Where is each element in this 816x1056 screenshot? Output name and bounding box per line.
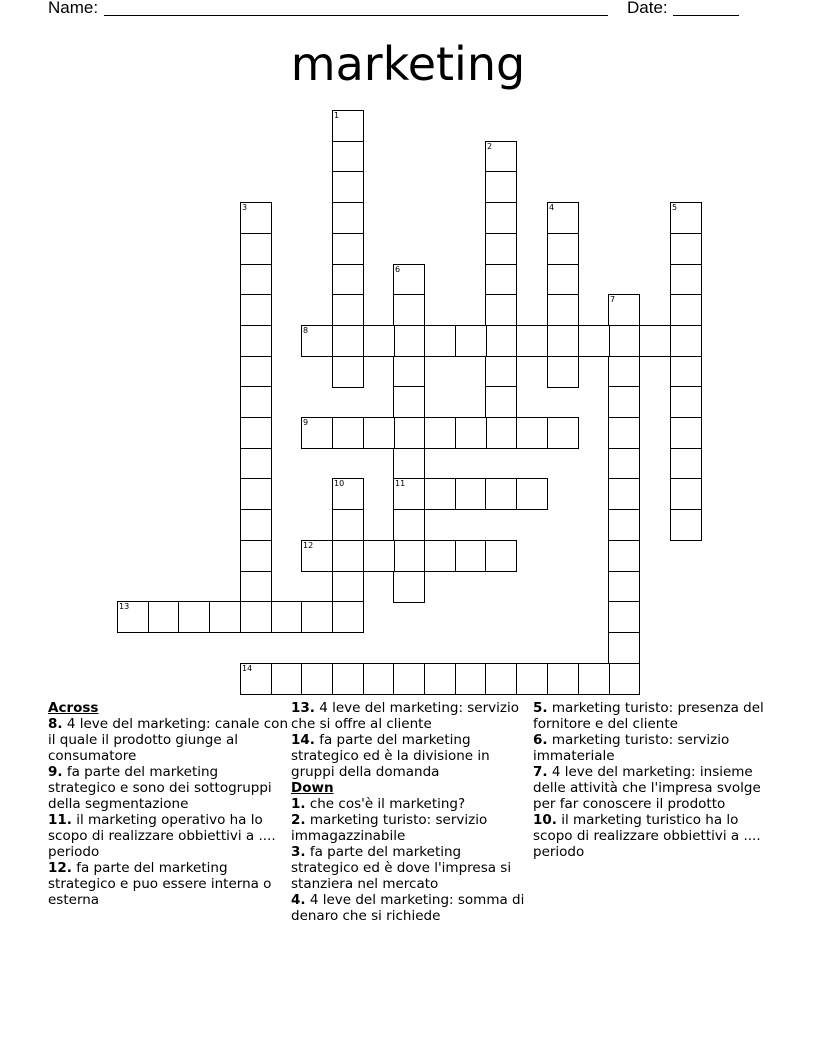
grid-cell[interactable] xyxy=(608,386,640,418)
grid-cell[interactable] xyxy=(547,663,579,695)
grid-cell[interactable] xyxy=(271,663,303,695)
grid-cell[interactable] xyxy=(393,386,425,418)
grid-cell[interactable] xyxy=(393,448,425,480)
clue-number-label: 4 xyxy=(549,203,555,212)
grid-cell[interactable] xyxy=(485,171,517,203)
grid-cell[interactable] xyxy=(485,202,517,234)
grid-cell[interactable] xyxy=(670,386,702,418)
across-clue-list-continued xyxy=(291,700,531,780)
grid-cell[interactable] xyxy=(516,663,548,695)
clue-number: 7. xyxy=(533,764,548,780)
grid-cell[interactable] xyxy=(332,202,364,234)
grid-cell[interactable] xyxy=(608,632,640,664)
grid-cell[interactable] xyxy=(547,325,579,357)
grid-cell[interactable] xyxy=(547,356,579,388)
grid-cell[interactable] xyxy=(393,571,425,603)
grid-cell[interactable] xyxy=(608,478,640,510)
clue-number-label: 9 xyxy=(303,418,309,427)
clue-number: 9. xyxy=(48,764,63,780)
clue-number: 5. xyxy=(533,700,548,716)
grid-cell[interactable] xyxy=(485,540,517,572)
grid-cell[interactable] xyxy=(608,417,640,449)
grid-cell[interactable] xyxy=(363,417,395,449)
grid-cell[interactable] xyxy=(332,141,364,173)
clue-number: 3. xyxy=(291,844,306,860)
clue-text: 4 leve del marketing: canale con il quale il prodotto giunge al consumatore xyxy=(48,716,288,764)
grid-cell[interactable] xyxy=(240,448,272,480)
grid-cell[interactable] xyxy=(670,448,702,480)
grid-cell[interactable] xyxy=(332,325,364,357)
grid-cell[interactable] xyxy=(332,233,364,265)
grid-cell[interactable] xyxy=(455,417,487,449)
clue-number-label: 11 xyxy=(395,479,406,488)
clue-item xyxy=(533,812,773,860)
grid-cell[interactable] xyxy=(240,478,272,510)
clue-text: fa parte del marketing strategico ed è la divisione in gruppi della domanda xyxy=(291,732,490,780)
grid-cell[interactable] xyxy=(516,417,548,449)
grid-cell[interactable] xyxy=(608,509,640,541)
grid-cell[interactable] xyxy=(332,601,364,633)
grid-cell[interactable] xyxy=(301,663,333,695)
page-title: marketing xyxy=(290,37,526,91)
grid-cell[interactable] xyxy=(608,571,640,603)
grid-cell[interactable] xyxy=(424,325,456,357)
grid-cell[interactable] xyxy=(485,417,517,449)
grid-cell[interactable] xyxy=(393,417,425,449)
clues-column-1 xyxy=(48,700,288,908)
clue-number: 12. xyxy=(48,860,72,876)
clues-column-3 xyxy=(533,700,773,860)
clue-item xyxy=(291,732,531,780)
clue-number-label: 7 xyxy=(610,295,616,304)
grid-cell[interactable] xyxy=(485,325,517,357)
clue-item xyxy=(48,860,288,908)
grid-cell[interactable] xyxy=(485,478,517,510)
clue-text: che cos'è il marketing? xyxy=(305,796,466,812)
grid-cell[interactable] xyxy=(240,571,272,603)
grid-cell[interactable] xyxy=(485,386,517,418)
clue-number: 8. xyxy=(48,716,63,732)
grid-cell[interactable] xyxy=(393,294,425,326)
down-heading: Down xyxy=(291,780,334,796)
grid-cell[interactable] xyxy=(332,571,364,603)
grid-cell[interactable] xyxy=(393,356,425,388)
grid-cell[interactable] xyxy=(485,264,517,296)
clue-number: 4. xyxy=(291,892,306,908)
grid-cell[interactable] xyxy=(578,663,610,695)
clue-number-label: 14 xyxy=(242,664,253,673)
clue-number: 2. xyxy=(291,812,306,828)
grid-cell[interactable] xyxy=(670,264,702,296)
clue-number: 14. xyxy=(291,732,315,748)
clue-item xyxy=(48,764,288,812)
clue-text: marketing turisto: servizio immateriale xyxy=(533,732,730,764)
grid-cell[interactable] xyxy=(516,478,548,510)
grid-cell[interactable] xyxy=(608,448,640,480)
grid-cell[interactable] xyxy=(670,233,702,265)
clue-text: 4 leve del marketing: insieme delle attività che l'impresa svolge per far conoscere il prodotto xyxy=(533,764,761,812)
clue-text: marketing turisto: servizio immagazzinabile xyxy=(291,812,488,844)
grid-cell[interactable] xyxy=(670,294,702,326)
grid-cell[interactable] xyxy=(148,601,180,633)
clue-number-label: 10 xyxy=(334,479,345,488)
across-heading: Across xyxy=(48,700,99,716)
down-clue-list-continued xyxy=(533,700,773,860)
grid-cell[interactable] xyxy=(455,663,487,695)
clue-text: fa parte del marketing strategico e sono dei sottogruppi della segmentazione xyxy=(48,764,272,812)
clues-column-2 xyxy=(291,700,531,924)
grid-cell[interactable] xyxy=(516,325,548,357)
grid-cell[interactable] xyxy=(608,601,640,633)
clue-number: 10. xyxy=(533,812,557,828)
grid-cell[interactable] xyxy=(363,325,395,357)
grid-cell[interactable] xyxy=(424,540,456,572)
grid-cell[interactable] xyxy=(547,264,579,296)
clue-number-label: 2 xyxy=(487,142,493,151)
grid-cell[interactable] xyxy=(424,663,456,695)
clue-item xyxy=(48,812,288,860)
grid-cell[interactable] xyxy=(271,601,303,633)
grid-cell[interactable] xyxy=(240,601,272,633)
grid-cell[interactable] xyxy=(178,601,210,633)
grid-cell[interactable] xyxy=(240,264,272,296)
grid-cell[interactable] xyxy=(578,325,610,357)
clue-number-label: 5 xyxy=(672,203,678,212)
grid-cell[interactable] xyxy=(608,325,640,357)
grid-cell[interactable] xyxy=(485,663,517,695)
grid-cell[interactable] xyxy=(393,509,425,541)
grid-cell[interactable] xyxy=(332,417,364,449)
grid-cell[interactable] xyxy=(301,601,333,633)
clue-number-label: 12 xyxy=(303,541,314,550)
grid-cell[interactable] xyxy=(455,325,487,357)
clue-number: 6. xyxy=(533,732,548,748)
grid-cell[interactable] xyxy=(608,663,640,695)
grid-cell[interactable] xyxy=(393,663,425,695)
clue-item xyxy=(533,732,773,764)
grid-cell[interactable] xyxy=(240,386,272,418)
grid-cell[interactable] xyxy=(670,356,702,388)
clue-number-label: 3 xyxy=(242,203,248,212)
clue-item xyxy=(533,700,773,732)
grid-cell[interactable] xyxy=(670,325,702,357)
clue-number-label: 1 xyxy=(334,111,340,120)
clue-item xyxy=(291,796,531,812)
grid-cell[interactable] xyxy=(332,356,364,388)
grid-cell[interactable] xyxy=(547,294,579,326)
clue-item xyxy=(533,764,773,812)
clue-item xyxy=(291,892,531,924)
clue-number-label: 6 xyxy=(395,265,401,274)
clue-number-label: 13 xyxy=(119,602,130,611)
grid-cell[interactable] xyxy=(209,601,241,633)
clue-text: il marketing operativo ha lo scopo di realizzare obbiettivi a .... periodo xyxy=(48,812,276,860)
clue-item xyxy=(48,716,288,764)
grid-cell[interactable] xyxy=(670,478,702,510)
grid-cell[interactable] xyxy=(424,478,456,510)
grid-cell[interactable] xyxy=(639,325,671,357)
grid-cell[interactable] xyxy=(332,540,364,572)
grid-cell[interactable] xyxy=(240,356,272,388)
grid-cell[interactable] xyxy=(608,540,640,572)
grid-cell[interactable] xyxy=(547,417,579,449)
grid-cell[interactable] xyxy=(240,294,272,326)
grid-cell[interactable] xyxy=(393,325,425,357)
grid-cell[interactable] xyxy=(332,264,364,296)
down-clue-list xyxy=(291,796,531,924)
grid-cell[interactable] xyxy=(240,509,272,541)
grid-cell[interactable] xyxy=(485,233,517,265)
clue-number: 11. xyxy=(48,812,72,828)
clue-number: 13. xyxy=(291,700,315,716)
grid-cell[interactable] xyxy=(363,540,395,572)
clue-number-label: 8 xyxy=(303,326,309,335)
grid-cell[interactable] xyxy=(455,540,487,572)
clue-text: marketing turisto: presenza del fornitore e del cliente xyxy=(533,700,764,732)
grid-cell[interactable] xyxy=(670,509,702,541)
clue-text: fa parte del marketing strategico ed è dove l'impresa si stanziera nel mercato xyxy=(291,844,512,892)
grid-cell[interactable] xyxy=(485,294,517,326)
clue-text: 4 leve del marketing: servizio che si offre al cliente xyxy=(291,700,520,732)
clue-text: 4 leve del marketing: somma di denaro che si richiede xyxy=(291,892,525,924)
clue-number: 1. xyxy=(291,796,306,812)
clue-text: il marketing turistico ha lo scopo di realizzare obbiettivi a .... periodo xyxy=(533,812,761,860)
grid-cell[interactable] xyxy=(393,540,425,572)
clue-text: fa parte del marketing strategico e puo essere interna o esterna xyxy=(48,860,272,908)
grid-cell[interactable] xyxy=(240,325,272,357)
grid-cell[interactable] xyxy=(240,540,272,572)
grid-cell[interactable] xyxy=(670,417,702,449)
grid-cell[interactable] xyxy=(240,417,272,449)
grid-cell[interactable] xyxy=(332,663,364,695)
clue-item xyxy=(291,844,531,892)
grid-cell[interactable] xyxy=(332,294,364,326)
grid-cell[interactable] xyxy=(363,663,395,695)
grid-cell[interactable] xyxy=(332,171,364,203)
grid-cell[interactable] xyxy=(455,478,487,510)
clue-item xyxy=(291,812,531,844)
grid-cell[interactable] xyxy=(547,233,579,265)
grid-cell[interactable] xyxy=(424,417,456,449)
date-label: Date: xyxy=(627,0,668,17)
grid-cell[interactable] xyxy=(485,356,517,388)
grid-cell[interactable] xyxy=(332,509,364,541)
clue-item xyxy=(291,700,531,732)
name-label: Name: xyxy=(48,0,99,17)
grid-cell[interactable] xyxy=(608,356,640,388)
across-clue-list xyxy=(48,716,288,908)
grid-cell[interactable] xyxy=(240,233,272,265)
